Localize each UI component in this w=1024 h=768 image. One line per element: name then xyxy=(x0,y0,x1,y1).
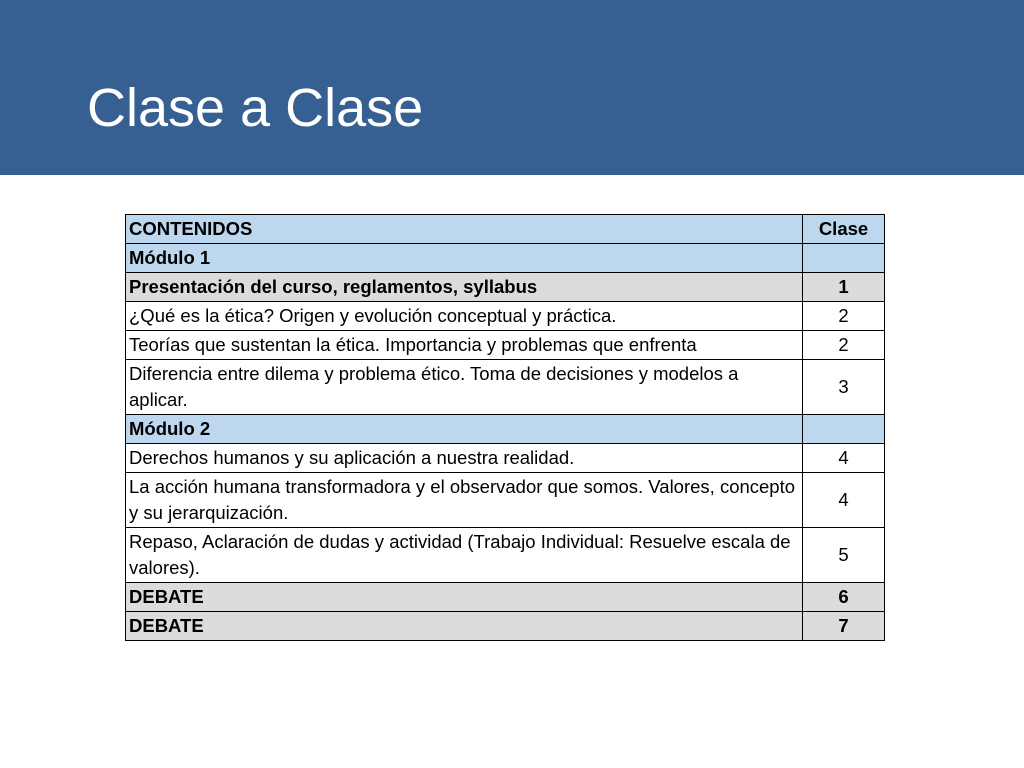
module-row xyxy=(126,415,885,444)
row-content: Repaso, Aclaración de dudas y actividad (Trabajo Individual: Resuelve escala de valores). xyxy=(126,528,803,583)
header-clase: Clase xyxy=(803,215,885,244)
row-content: Módulo 2 xyxy=(126,415,803,444)
row-class: 1 xyxy=(803,273,885,302)
module-row xyxy=(126,244,885,273)
table-row xyxy=(126,444,885,473)
header-contenidos: CONTENIDOS xyxy=(126,215,803,244)
table-row xyxy=(126,473,885,528)
row-content: DEBATE xyxy=(126,612,803,641)
row-class: 5 xyxy=(803,528,885,583)
row-class xyxy=(803,244,885,273)
table-row xyxy=(126,360,885,415)
row-class: 2 xyxy=(803,302,885,331)
row-class xyxy=(803,415,885,444)
row-class: 7 xyxy=(803,612,885,641)
row-content: Derechos humanos y su aplicación a nuestra realidad. xyxy=(126,444,803,473)
table-row xyxy=(126,612,885,641)
row-class: 3 xyxy=(803,360,885,415)
table-row xyxy=(126,331,885,360)
row-content: La acción humana transformadora y el observador que somos. Valores, concepto y su jerarquización. xyxy=(126,473,803,528)
table-row xyxy=(126,273,885,302)
row-class: 4 xyxy=(803,473,885,528)
row-content: DEBATE xyxy=(126,583,803,612)
table-row xyxy=(126,583,885,612)
row-content: Teorías que sustentan la ética. Importancia y problemas que enfrenta xyxy=(126,331,803,360)
row-class: 2 xyxy=(803,331,885,360)
table-row xyxy=(126,302,885,331)
row-class: 4 xyxy=(803,444,885,473)
row-content: Diferencia entre dilema y problema ético. Toma de decisiones y modelos a aplicar. xyxy=(126,360,803,415)
row-content: Presentación del curso, reglamentos, syllabus xyxy=(126,273,803,302)
slide-title: Clase a Clase xyxy=(87,78,424,138)
row-content: Módulo 1 xyxy=(126,244,803,273)
row-content: ¿Qué es la ética? Origen y evolución conceptual y práctica. xyxy=(126,302,803,331)
table-header-row xyxy=(126,215,885,244)
row-class: 6 xyxy=(803,583,885,612)
class-schedule-table xyxy=(125,214,885,641)
title-banner xyxy=(0,0,1024,175)
table-row xyxy=(126,528,885,583)
